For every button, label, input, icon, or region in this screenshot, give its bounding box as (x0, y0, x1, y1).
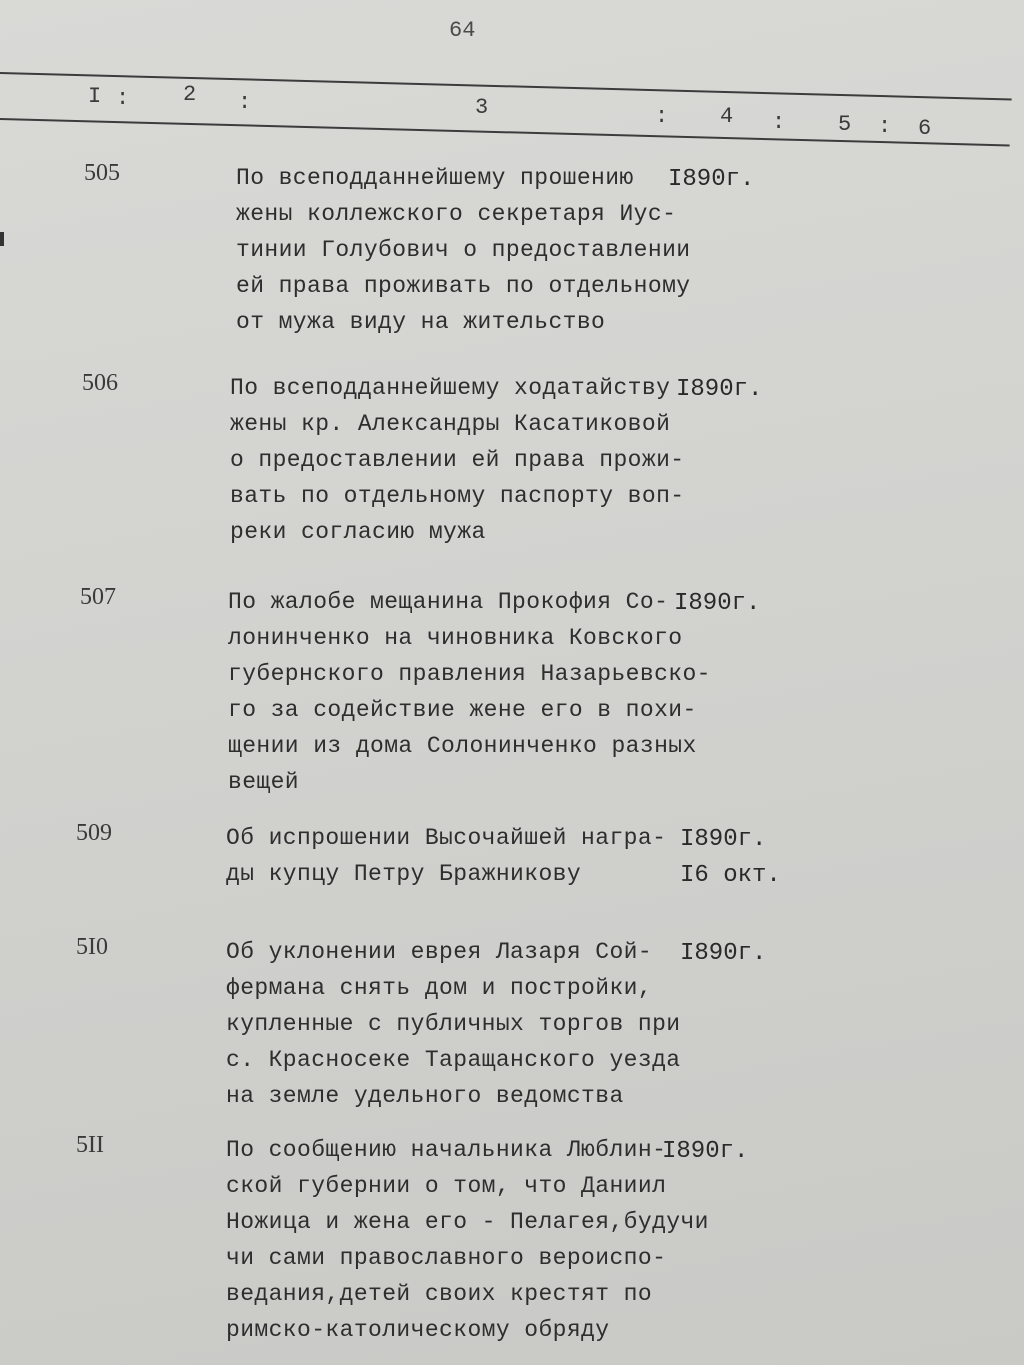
entry-number: 505 (84, 160, 120, 186)
header-top-rule (0, 72, 1012, 100)
entry-line: фермана снять дом и постройки, (226, 975, 653, 1001)
entry-line: римско-католическому обряду (226, 1317, 610, 1343)
page-number: 64 (449, 18, 476, 43)
entry-line: По сообщению начальника Люблин- (226, 1137, 667, 1163)
entry-line: Об испрошении Высочайшей награ- (226, 825, 667, 851)
entry-date-line: I890г. (680, 826, 767, 853)
entry-line: от мужа виду на жительство (236, 309, 606, 335)
entry-description (226, 934, 696, 1114)
entry-line: ской губернии о том, что Даниил (226, 1173, 667, 1199)
entry-date-line: I890г. (676, 376, 763, 403)
column-separator: : (878, 114, 892, 139)
entry-description (236, 160, 706, 340)
entry-number: 5I0 (76, 934, 108, 960)
entry-date-line: I890г. (680, 940, 767, 967)
entry-date (680, 936, 766, 972)
entry-number: 509 (76, 820, 112, 846)
column-separator: : (655, 104, 669, 129)
entry-line: щении из дома Солонинченко разных (228, 733, 697, 759)
entry-line: жены коллежского секретаря Иус- (236, 201, 677, 227)
header-bottom-rule (0, 118, 1010, 146)
entry-date-line: I890г. (662, 1138, 749, 1165)
entry-date (662, 1134, 748, 1170)
entry-line: губернского правления Назарьевско- (228, 661, 711, 687)
entry-date (668, 162, 754, 198)
column-header-2: 2 (183, 82, 197, 107)
entry-line: чи сами православного вероиспо- (226, 1245, 667, 1271)
entry-line: вать по отдельному паспорту воп- (230, 483, 685, 509)
entry-line: ведания,детей своих крестят по (226, 1281, 653, 1307)
entry-line: Об уклонении еврея Лазаря Сой- (226, 939, 653, 965)
entry-line: лонинченко на чиновника Ковского (228, 625, 683, 651)
entry-number: 507 (80, 584, 116, 610)
entry-line: го за содействие жене его в похи- (228, 697, 697, 723)
entry-line: По всеподданнейшему прошению (236, 165, 634, 191)
entry-date (674, 586, 760, 622)
column-separator: : (116, 86, 130, 111)
entry-line: По всеподданнейшему ходатайству (230, 375, 671, 401)
column-header-1: I (88, 84, 102, 109)
entry-date-line: I890г. (674, 590, 761, 617)
column-separator: : (238, 90, 252, 115)
column-header-5: 5 (838, 112, 852, 137)
column-header-3: 3 (475, 95, 489, 120)
entry-line: на земле удельного ведомства (226, 1083, 624, 1109)
entry-line: ды купцу Петру Бражникову (226, 861, 582, 887)
entry-line: с. Красносеке Таращанского уезда (226, 1047, 681, 1073)
entry-line: вещей (228, 769, 300, 795)
column-header-6: 6 (918, 116, 932, 141)
entry-line: реки согласию мужа (230, 519, 486, 545)
column-header-4: 4 (720, 104, 734, 129)
margin-mark (0, 232, 4, 246)
entry-number: 506 (82, 370, 118, 396)
entry-date-line: I6 окт. (680, 862, 781, 889)
entry-line: По жалобе мещанина Прокофия Со- (228, 589, 669, 615)
entry-description (228, 584, 711, 800)
entry-line: о предоставлении ей права прожи- (230, 447, 685, 473)
entry-line: купленные с публичных торгов при (226, 1011, 681, 1037)
column-separator: : (772, 110, 786, 135)
entry-date (680, 822, 781, 894)
entry-line: Ножица и жена его - Пелагея,будучи (226, 1209, 709, 1235)
entry-date (676, 372, 762, 408)
entry-description (230, 370, 700, 550)
entry-line: жены кр. Александры Касатиковой (230, 411, 671, 437)
entry-number: 5II (76, 1132, 104, 1158)
entry-description (226, 820, 696, 892)
entry-line: тинии Голубович о предоставлении (236, 237, 691, 263)
entry-date-line: I890г. (668, 166, 755, 193)
entry-line: ей права проживать по отдельному (236, 273, 691, 299)
